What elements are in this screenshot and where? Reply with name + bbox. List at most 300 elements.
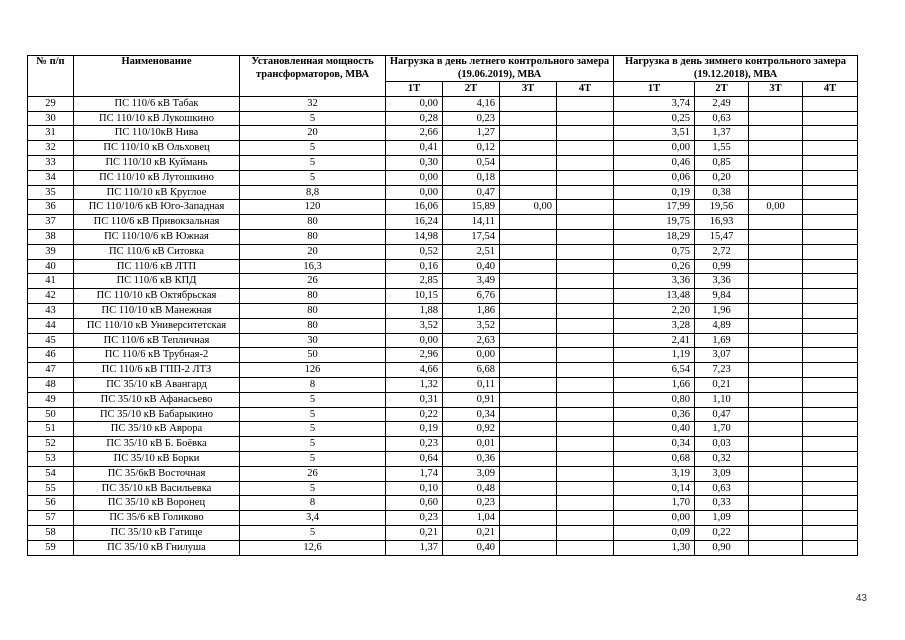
winter-load-1t: 3,19	[614, 466, 695, 481]
installed-capacity: 5	[240, 111, 386, 126]
row-number: 43	[28, 303, 74, 318]
row-number: 36	[28, 200, 74, 215]
winter-load-3t	[749, 126, 803, 141]
summer-load-4t	[557, 289, 614, 304]
summer-load-3t	[500, 141, 557, 156]
summer-load-3t	[500, 481, 557, 496]
winter-load-4t	[803, 111, 858, 126]
winter-load-1t: 0,34	[614, 437, 695, 452]
summer-load-3t	[500, 451, 557, 466]
winter-load-3t	[749, 111, 803, 126]
winter-load-4t	[803, 392, 858, 407]
summer-load-3t	[500, 496, 557, 511]
header-winter-1t: 1Т	[614, 82, 695, 97]
winter-load-2t: 1,70	[695, 422, 749, 437]
table-row	[28, 200, 858, 215]
row-number: 56	[28, 496, 74, 511]
installed-capacity: 26	[240, 274, 386, 289]
winter-load-4t	[803, 451, 858, 466]
summer-load-1t: 0,16	[386, 259, 443, 274]
substation-name: ПС 35/10 кВ Авангард	[74, 377, 240, 392]
summer-load-3t	[500, 170, 557, 185]
installed-capacity: 5	[240, 525, 386, 540]
summer-load-2t: 0,23	[443, 111, 500, 126]
winter-load-1t: 0,80	[614, 392, 695, 407]
winter-load-3t	[749, 303, 803, 318]
summer-load-2t: 17,54	[443, 229, 500, 244]
summer-load-1t: 0,30	[386, 155, 443, 170]
row-number: 41	[28, 274, 74, 289]
row-number: 52	[28, 437, 74, 452]
row-number: 30	[28, 111, 74, 126]
table-row	[28, 259, 858, 274]
winter-load-1t: 0,25	[614, 111, 695, 126]
winter-load-1t: 0,36	[614, 407, 695, 422]
winter-load-1t: 0,26	[614, 259, 695, 274]
summer-load-3t	[500, 215, 557, 230]
summer-load-1t: 0,31	[386, 392, 443, 407]
summer-load-2t: 1,04	[443, 511, 500, 526]
winter-load-3t	[749, 511, 803, 526]
summer-load-3t	[500, 437, 557, 452]
table-row	[28, 540, 858, 555]
winter-load-2t: 1,09	[695, 511, 749, 526]
winter-load-3t	[749, 333, 803, 348]
summer-load-2t: 14,11	[443, 215, 500, 230]
row-number: 47	[28, 363, 74, 378]
summer-load-4t	[557, 377, 614, 392]
winter-load-4t	[803, 215, 858, 230]
winter-load-4t	[803, 318, 858, 333]
substation-name: ПС 110/10кВ Нива	[74, 126, 240, 141]
winter-load-3t	[749, 96, 803, 111]
summer-load-4t	[557, 111, 614, 126]
winter-load-4t	[803, 259, 858, 274]
summer-load-1t: 1,32	[386, 377, 443, 392]
summer-load-2t: 0,40	[443, 259, 500, 274]
winter-load-1t: 0,75	[614, 244, 695, 259]
summer-load-1t: 2,96	[386, 348, 443, 363]
summer-load-2t: 0,21	[443, 525, 500, 540]
winter-load-4t	[803, 289, 858, 304]
summer-load-1t: 0,21	[386, 525, 443, 540]
table-row	[28, 170, 858, 185]
substation-name: ПС 35/10 кВ Аврора	[74, 422, 240, 437]
winter-load-3t: 0,00	[749, 200, 803, 215]
winter-load-1t: 2,41	[614, 333, 695, 348]
summer-load-2t: 6,76	[443, 289, 500, 304]
substation-name: ПС 35/10 кВ Бабарыкино	[74, 407, 240, 422]
installed-capacity: 20	[240, 126, 386, 141]
table-row	[28, 215, 858, 230]
winter-load-1t: 3,51	[614, 126, 695, 141]
table-row	[28, 141, 858, 156]
row-number: 53	[28, 451, 74, 466]
table-row	[28, 318, 858, 333]
summer-load-2t: 3,52	[443, 318, 500, 333]
row-number: 34	[28, 170, 74, 185]
winter-load-1t: 0,40	[614, 422, 695, 437]
summer-load-1t: 4,66	[386, 363, 443, 378]
table-row	[28, 392, 858, 407]
winter-load-3t	[749, 155, 803, 170]
summer-load-4t	[557, 155, 614, 170]
winter-load-4t	[803, 200, 858, 215]
installed-capacity: 80	[240, 289, 386, 304]
summer-load-2t: 0,01	[443, 437, 500, 452]
summer-load-3t	[500, 540, 557, 555]
winter-load-2t: 3,09	[695, 466, 749, 481]
winter-load-3t	[749, 525, 803, 540]
winter-load-2t: 0,32	[695, 451, 749, 466]
summer-load-1t: 14,98	[386, 229, 443, 244]
row-number: 45	[28, 333, 74, 348]
summer-load-3t	[500, 392, 557, 407]
winter-load-3t	[749, 318, 803, 333]
summer-load-1t: 1,88	[386, 303, 443, 318]
winter-load-2t: 2,49	[695, 96, 749, 111]
table-row	[28, 348, 858, 363]
row-number: 48	[28, 377, 74, 392]
winter-load-3t	[749, 348, 803, 363]
winter-load-4t	[803, 377, 858, 392]
installed-capacity: 5	[240, 392, 386, 407]
winter-load-1t: 3,74	[614, 96, 695, 111]
header-summer-4t: 4Т	[557, 82, 614, 97]
winter-load-2t: 0,22	[695, 525, 749, 540]
installed-capacity: 5	[240, 141, 386, 156]
winter-load-1t: 3,28	[614, 318, 695, 333]
row-number: 35	[28, 185, 74, 200]
winter-load-2t: 15,47	[695, 229, 749, 244]
table-row	[28, 496, 858, 511]
winter-load-1t: 0,00	[614, 511, 695, 526]
row-number: 57	[28, 511, 74, 526]
winter-load-2t: 0,20	[695, 170, 749, 185]
summer-load-2t: 6,68	[443, 363, 500, 378]
winter-load-4t	[803, 244, 858, 259]
winter-load-2t: 1,55	[695, 141, 749, 156]
winter-load-1t: 1,30	[614, 540, 695, 555]
installed-capacity: 8	[240, 496, 386, 511]
winter-load-1t: 0,68	[614, 451, 695, 466]
summer-load-1t: 0,00	[386, 170, 443, 185]
summer-load-4t	[557, 511, 614, 526]
winter-load-4t	[803, 496, 858, 511]
summer-load-4t	[557, 348, 614, 363]
substation-name: ПС 110/10 кВ Университетская	[74, 318, 240, 333]
substation-name: ПС 110/10 кВ Манежная	[74, 303, 240, 318]
table-row	[28, 333, 858, 348]
summer-load-1t: 0,23	[386, 511, 443, 526]
summer-load-1t: 0,41	[386, 141, 443, 156]
installed-capacity: 3,4	[240, 511, 386, 526]
winter-load-2t: 3,07	[695, 348, 749, 363]
header-summer-3t: 3Т	[500, 82, 557, 97]
summer-load-1t: 0,00	[386, 96, 443, 111]
winter-load-3t	[749, 289, 803, 304]
substation-name: ПС 110/10 кВ Октябрьская	[74, 289, 240, 304]
summer-load-3t	[500, 229, 557, 244]
installed-capacity: 5	[240, 451, 386, 466]
table-row	[28, 525, 858, 540]
row-number: 37	[28, 215, 74, 230]
summer-load-2t: 0,11	[443, 377, 500, 392]
installed-capacity: 5	[240, 170, 386, 185]
winter-load-2t: 0,38	[695, 185, 749, 200]
table-row	[28, 437, 858, 452]
summer-load-3t: 0,00	[500, 200, 557, 215]
winter-load-2t: 1,96	[695, 303, 749, 318]
row-number: 31	[28, 126, 74, 141]
winter-load-4t	[803, 466, 858, 481]
summer-load-4t	[557, 303, 614, 318]
summer-load-2t: 2,51	[443, 244, 500, 259]
summer-load-3t	[500, 407, 557, 422]
summer-load-1t: 2,66	[386, 126, 443, 141]
winter-load-3t	[749, 363, 803, 378]
substation-name: ПС 110/6 кВ Привокзальная	[74, 215, 240, 230]
summer-load-1t: 0,00	[386, 185, 443, 200]
summer-load-3t	[500, 274, 557, 289]
summer-load-4t	[557, 200, 614, 215]
summer-load-4t	[557, 141, 614, 156]
substation-name: ПС 110/10 кВ Куймань	[74, 155, 240, 170]
installed-capacity: 5	[240, 155, 386, 170]
winter-load-2t: 0,47	[695, 407, 749, 422]
substation-name: ПС 35/10 кВ Б. Боёвка	[74, 437, 240, 452]
summer-load-2t: 15,89	[443, 200, 500, 215]
summer-load-4t	[557, 229, 614, 244]
winter-load-1t: 17,99	[614, 200, 695, 215]
substation-name: ПС 110/6 кВ Ситовка	[74, 244, 240, 259]
winter-load-4t	[803, 274, 858, 289]
winter-load-4t	[803, 422, 858, 437]
winter-load-4t	[803, 333, 858, 348]
winter-load-3t	[749, 215, 803, 230]
summer-load-3t	[500, 525, 557, 540]
installed-capacity: 126	[240, 363, 386, 378]
substation-name: ПС 35/10 кВ Воронец	[74, 496, 240, 511]
table-row	[28, 451, 858, 466]
row-number: 29	[28, 96, 74, 111]
summer-load-4t	[557, 451, 614, 466]
substation-load-table	[27, 55, 858, 556]
summer-load-4t	[557, 363, 614, 378]
installed-capacity: 5	[240, 422, 386, 437]
winter-load-3t	[749, 259, 803, 274]
header-winter-load: Нагрузка в день зимнего контрольного замера (19.12.2018), МВА	[614, 56, 858, 82]
summer-load-2t: 0,12	[443, 141, 500, 156]
table-row	[28, 377, 858, 392]
summer-load-1t: 0,64	[386, 451, 443, 466]
table-row	[28, 96, 858, 111]
header-winter-2t: 2Т	[695, 82, 749, 97]
winter-load-2t: 0,63	[695, 481, 749, 496]
winter-load-4t	[803, 540, 858, 555]
winter-load-4t	[803, 348, 858, 363]
summer-load-2t: 1,27	[443, 126, 500, 141]
header-name: Наименование	[74, 56, 240, 97]
table-row	[28, 289, 858, 304]
winter-load-2t: 0,21	[695, 377, 749, 392]
winter-load-2t: 0,85	[695, 155, 749, 170]
row-number: 49	[28, 392, 74, 407]
winter-load-1t: 18,29	[614, 229, 695, 244]
winter-load-2t: 2,72	[695, 244, 749, 259]
page-number: 43	[855, 593, 867, 604]
header-num: № п/п	[28, 56, 74, 97]
row-number: 58	[28, 525, 74, 540]
winter-load-4t	[803, 141, 858, 156]
summer-load-4t	[557, 333, 614, 348]
winter-load-4t	[803, 96, 858, 111]
winter-load-1t: 1,19	[614, 348, 695, 363]
row-number: 38	[28, 229, 74, 244]
winter-load-2t: 1,10	[695, 392, 749, 407]
winter-load-3t	[749, 407, 803, 422]
winter-load-3t	[749, 481, 803, 496]
winter-load-3t	[749, 496, 803, 511]
row-number: 44	[28, 318, 74, 333]
summer-load-3t	[500, 348, 557, 363]
table-row	[28, 422, 858, 437]
row-number: 51	[28, 422, 74, 437]
table-row	[28, 511, 858, 526]
summer-load-2t: 0,36	[443, 451, 500, 466]
load-table-sheet	[27, 55, 857, 556]
header-capacity: Установленная мощность трансформаторов, МВА	[240, 56, 386, 97]
summer-load-4t	[557, 407, 614, 422]
installed-capacity: 20	[240, 244, 386, 259]
row-number: 33	[28, 155, 74, 170]
substation-name: ПС 110/10/6 кВ Юго-Западная	[74, 200, 240, 215]
summer-load-1t: 0,52	[386, 244, 443, 259]
summer-load-2t: 1,86	[443, 303, 500, 318]
winter-load-4t	[803, 511, 858, 526]
winter-load-4t	[803, 229, 858, 244]
winter-load-3t	[749, 229, 803, 244]
substation-name: ПС 110/10 кВ Круглое	[74, 185, 240, 200]
summer-load-4t	[557, 259, 614, 274]
winter-load-2t: 3,36	[695, 274, 749, 289]
row-number: 54	[28, 466, 74, 481]
summer-load-2t: 0,92	[443, 422, 500, 437]
substation-name: ПС 110/6 кВ Тепличная	[74, 333, 240, 348]
table-row	[28, 481, 858, 496]
substation-name: ПС 110/6 кВ КПД	[74, 274, 240, 289]
summer-load-1t: 0,10	[386, 481, 443, 496]
substation-name: ПС 110/6 кВ ЛТП	[74, 259, 240, 274]
installed-capacity: 26	[240, 466, 386, 481]
substation-name: ПС 35/10 кВ Васильевка	[74, 481, 240, 496]
summer-load-2t: 0,23	[443, 496, 500, 511]
winter-load-3t	[749, 540, 803, 555]
summer-load-1t: 0,60	[386, 496, 443, 511]
substation-name: ПС 110/10 кВ Ольховец	[74, 141, 240, 156]
winter-load-2t: 0,03	[695, 437, 749, 452]
installed-capacity: 50	[240, 348, 386, 363]
summer-load-3t	[500, 422, 557, 437]
installed-capacity: 12,6	[240, 540, 386, 555]
winter-load-1t: 1,66	[614, 377, 695, 392]
summer-load-3t	[500, 111, 557, 126]
row-number: 46	[28, 348, 74, 363]
summer-load-2t: 0,54	[443, 155, 500, 170]
summer-load-3t	[500, 377, 557, 392]
summer-load-3t	[500, 318, 557, 333]
substation-name: ПС 35/10 кВ Гатище	[74, 525, 240, 540]
summer-load-4t	[557, 318, 614, 333]
summer-load-2t: 3,09	[443, 466, 500, 481]
installed-capacity: 8,8	[240, 185, 386, 200]
summer-load-3t	[500, 244, 557, 259]
substation-name: ПС 110/6 кВ ГПП-2 ЛТЗ	[74, 363, 240, 378]
winter-load-1t: 3,36	[614, 274, 695, 289]
summer-load-3t	[500, 333, 557, 348]
winter-load-1t: 0,09	[614, 525, 695, 540]
winter-load-4t	[803, 525, 858, 540]
summer-load-1t: 0,23	[386, 437, 443, 452]
winter-load-2t: 9,84	[695, 289, 749, 304]
table-row	[28, 466, 858, 481]
summer-load-4t	[557, 525, 614, 540]
installed-capacity: 5	[240, 407, 386, 422]
summer-load-4t	[557, 466, 614, 481]
summer-load-3t	[500, 185, 557, 200]
table-row	[28, 244, 858, 259]
summer-load-3t	[500, 155, 557, 170]
winter-load-1t: 6,54	[614, 363, 695, 378]
installed-capacity: 8	[240, 377, 386, 392]
summer-load-1t: 1,37	[386, 540, 443, 555]
summer-load-2t: 0,91	[443, 392, 500, 407]
installed-capacity: 30	[240, 333, 386, 348]
winter-load-2t: 19,56	[695, 200, 749, 215]
summer-load-3t	[500, 259, 557, 274]
installed-capacity: 5	[240, 437, 386, 452]
summer-load-1t: 10,15	[386, 289, 443, 304]
winter-load-3t	[749, 170, 803, 185]
row-number: 50	[28, 407, 74, 422]
summer-load-4t	[557, 215, 614, 230]
substation-name: ПС 35/10 кВ Борки	[74, 451, 240, 466]
row-number: 40	[28, 259, 74, 274]
summer-load-2t: 0,48	[443, 481, 500, 496]
winter-load-2t: 0,90	[695, 540, 749, 555]
winter-load-4t	[803, 170, 858, 185]
winter-load-2t: 0,63	[695, 111, 749, 126]
substation-name: ПС 110/10 кВ Лукошкино	[74, 111, 240, 126]
substation-name: ПС 35/10 кВ Афанасьево	[74, 392, 240, 407]
winter-load-3t	[749, 185, 803, 200]
table-row	[28, 407, 858, 422]
table-row	[28, 111, 858, 126]
table-row	[28, 185, 858, 200]
winter-load-2t: 7,23	[695, 363, 749, 378]
summer-load-3t	[500, 126, 557, 141]
winter-load-4t	[803, 126, 858, 141]
summer-load-2t: 2,63	[443, 333, 500, 348]
table-header	[28, 56, 858, 97]
row-number: 39	[28, 244, 74, 259]
summer-load-3t	[500, 96, 557, 111]
winter-load-3t	[749, 451, 803, 466]
winter-load-3t	[749, 244, 803, 259]
substation-name: ПС 110/10 кВ Лутошкино	[74, 170, 240, 185]
summer-load-4t	[557, 540, 614, 555]
winter-load-2t: 1,69	[695, 333, 749, 348]
